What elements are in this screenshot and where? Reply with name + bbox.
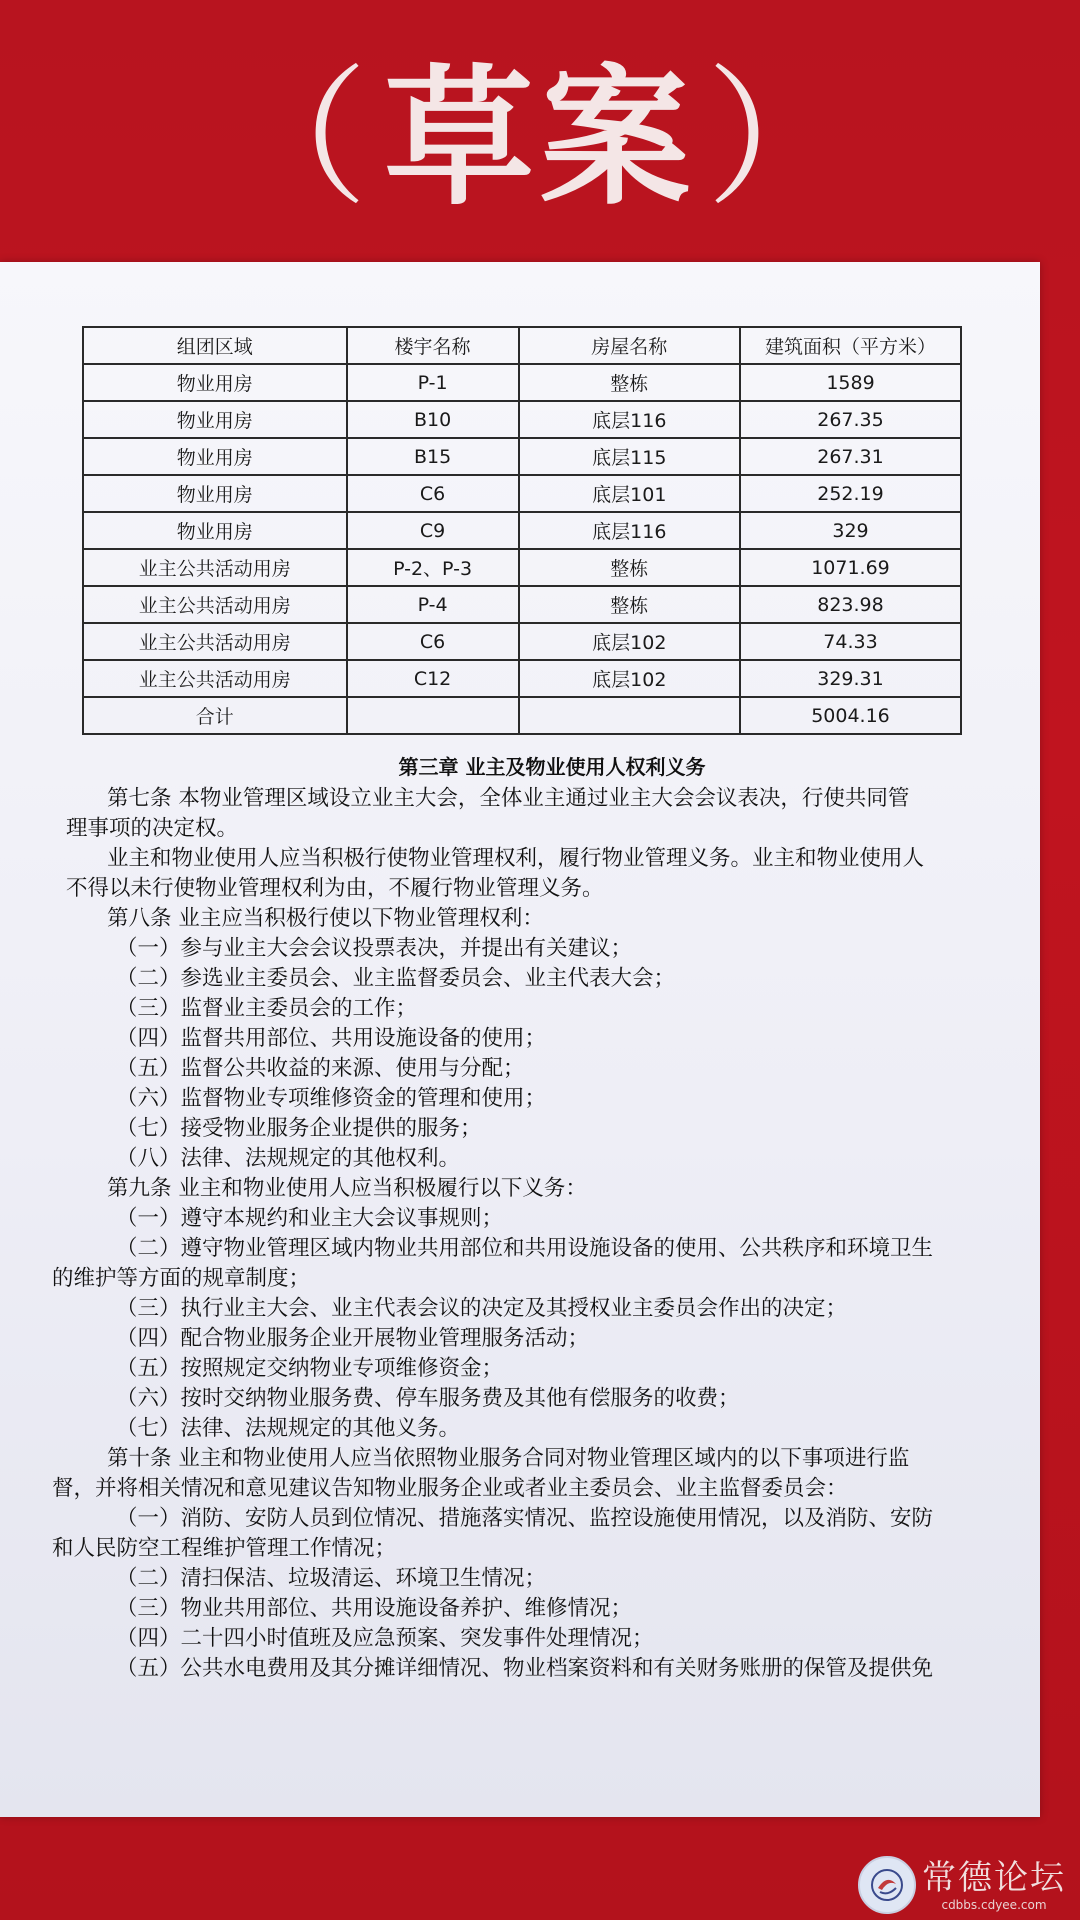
logo-swirl-icon (870, 1868, 904, 1902)
banner-open-paren: （ (217, 52, 374, 226)
article-8-item: （一）参与业主大会会议投票表决，并提出有关建议； (116, 936, 633, 961)
article-9-item: （七）法律、法规规定的其他义务。 (116, 1416, 461, 1441)
chapter-heading: 第三章 业主及物业使用人权利义务 (398, 755, 706, 779)
article-8-item: （四）监督共用部位、共用设施设备的使用； (116, 1026, 547, 1051)
cell-building: C9 (347, 512, 519, 549)
header-area: 建筑面积（平方米） (740, 327, 961, 364)
cell-building: C6 (347, 475, 519, 512)
cell-room: 底层101 (519, 475, 740, 512)
table-row (83, 660, 961, 697)
article-9-item: （五）按照规定交纳物业专项维修资金； (116, 1356, 504, 1381)
article-9-item-cont: 的维护等方面的规章制度； (52, 1266, 311, 1291)
table-row (83, 623, 961, 660)
cell-room: 整栋 (519, 549, 740, 586)
article-8-item: （五）监督公共收益的来源、使用与分配； (116, 1056, 525, 1081)
cell-room: 底层115 (519, 438, 740, 475)
cell-area: 823.98 (740, 586, 961, 623)
article-10-line: 督，并将相关情况和意见建议告知物业服务企业或者业主委员会、业主监督委员会： (52, 1476, 848, 1501)
watermark-title: 常德论坛 (922, 1858, 1066, 1898)
cell-room: 底层116 (519, 401, 740, 438)
table-total-row (83, 697, 961, 734)
article-8-item: （二）参选业主委员会、业主监督委员会、业主代表大会； (116, 966, 676, 991)
cell-room: 整栋 (519, 586, 740, 623)
cell-zone: 物业用房 (83, 364, 347, 401)
table-header-row (83, 327, 961, 364)
cell-area: 74.33 (740, 623, 961, 660)
article-10-line: 第十条 业主和物业使用人应当依照物业服务合同对物业管理区域内的以下事项进行监 (107, 1446, 910, 1471)
regulation-text (52, 752, 1012, 1684)
cell-area: 329 (740, 512, 961, 549)
cell-building: C12 (347, 660, 519, 697)
article-9-heading: 第九条 业主和物业使用人应当积极履行以下义务： (107, 1176, 587, 1201)
forum-watermark (858, 1856, 1066, 1914)
cell-total-label: 合计 (83, 697, 347, 734)
table-row (83, 364, 961, 401)
article-9-item: （四）配合物业服务企业开展物业管理服务活动； (116, 1326, 590, 1351)
table-row (83, 438, 961, 475)
cell-area: 267.35 (740, 401, 961, 438)
article-7-line: 业主和物业使用人应当积极行使物业管理权利，履行物业管理义务。业主和物业使用人 (107, 846, 925, 871)
table-row (83, 475, 961, 512)
article-8-item: （八）法律、法规规定的其他权利。 (116, 1146, 461, 1171)
article-10-item: （五）公共水电费用及其分摊详细情况、物业档案资料和有关财务账册的保管及提供免 (116, 1656, 934, 1681)
cell-zone: 业主公共活动用房 (83, 549, 347, 586)
forum-logo-icon (858, 1856, 916, 1914)
cell-zone: 业主公共活动用房 (83, 586, 347, 623)
article-8-item: （七）接受物业服务企业提供的服务； (116, 1116, 482, 1141)
cell-zone: 业主公共活动用房 (83, 660, 347, 697)
cell-area: 1071.69 (740, 549, 961, 586)
table-row (83, 549, 961, 586)
cell-building: P-1 (347, 364, 519, 401)
header-building: 楼宇名称 (347, 327, 519, 364)
banner-title: 草案 (383, 52, 696, 226)
table-row (83, 586, 961, 623)
cell-zone: 物业用房 (83, 401, 347, 438)
cell-building: B10 (347, 401, 519, 438)
article-7-line: 第七条 本物业管理区域设立业主大会，全体业主通过业主大会会议表决，行使共同管 (107, 786, 910, 811)
cell-building: P-4 (347, 586, 519, 623)
cell-building (347, 697, 519, 734)
cell-room: 底层102 (519, 660, 740, 697)
cell-zone: 物业用房 (83, 512, 347, 549)
article-9-item: （三）执行业主大会、业主代表会议的决定及其授权业主委员会作出的决定； (116, 1296, 848, 1321)
cell-total-area: 5004.16 (740, 697, 961, 734)
table-row (83, 401, 961, 438)
cell-area: 329.31 (740, 660, 961, 697)
room-area-table (82, 326, 962, 735)
cell-building: P-2、P-3 (347, 549, 519, 586)
table-row (83, 512, 961, 549)
cell-area: 267.31 (740, 438, 961, 475)
header-room: 房屋名称 (519, 327, 740, 364)
document-sheet (0, 262, 1040, 1817)
article-10-item-cont: 和人民防空工程维护管理工作情况； (52, 1536, 397, 1561)
article-8-item: （三）监督业主委员会的工作； (116, 996, 418, 1021)
cell-building: C6 (347, 623, 519, 660)
article-9-item: （六）按时交纳物业服务费、停车服务费及其他有偿服务的收费； (116, 1386, 740, 1411)
article-10-item: （二）清扫保洁、垃圾清运、环境卫生情况； (116, 1566, 547, 1591)
draft-banner (0, 0, 1080, 250)
cell-building: B15 (347, 438, 519, 475)
cell-zone: 物业用房 (83, 438, 347, 475)
article-7-line: 理事项的决定权。 (66, 816, 239, 841)
cell-room: 整栋 (519, 364, 740, 401)
cell-area: 252.19 (740, 475, 961, 512)
article-10-item: （四）二十四小时值班及应急预案、突发事件处理情况； (116, 1626, 654, 1651)
header-zone: 组团区域 (83, 327, 347, 364)
article-9-item: （二）遵守物业管理区域内物业共用部位和共用设施设备的使用、公共秩序和环境卫生 (116, 1236, 934, 1261)
article-8-heading: 第八条 业主应当积极行使以下物业管理权利： (107, 906, 544, 931)
cell-room: 底层102 (519, 623, 740, 660)
article-10-item: （一）消防、安防人员到位情况、措施落实情况、监控设施使用情况，以及消防、安防 (116, 1506, 934, 1531)
cell-zone: 业主公共活动用房 (83, 623, 347, 660)
cell-area: 1589 (740, 364, 961, 401)
cell-room: 底层116 (519, 512, 740, 549)
banner-close-paren: ） (706, 52, 863, 226)
cell-zone: 物业用房 (83, 475, 347, 512)
watermark-url: cdbbs.cdyee.com (941, 1898, 1047, 1912)
article-8-item: （六）监督物业专项维修资金的管理和使用； (116, 1086, 547, 1111)
cell-room (519, 697, 740, 734)
article-9-item: （一）遵守本规约和业主大会议事规则； (116, 1206, 504, 1231)
article-7-line: 不得以未行使物业管理权利为由，不履行物业管理义务。 (66, 876, 604, 901)
article-10-item: （三）物业共用部位、共用设施设备养护、维修情况； (116, 1596, 633, 1621)
